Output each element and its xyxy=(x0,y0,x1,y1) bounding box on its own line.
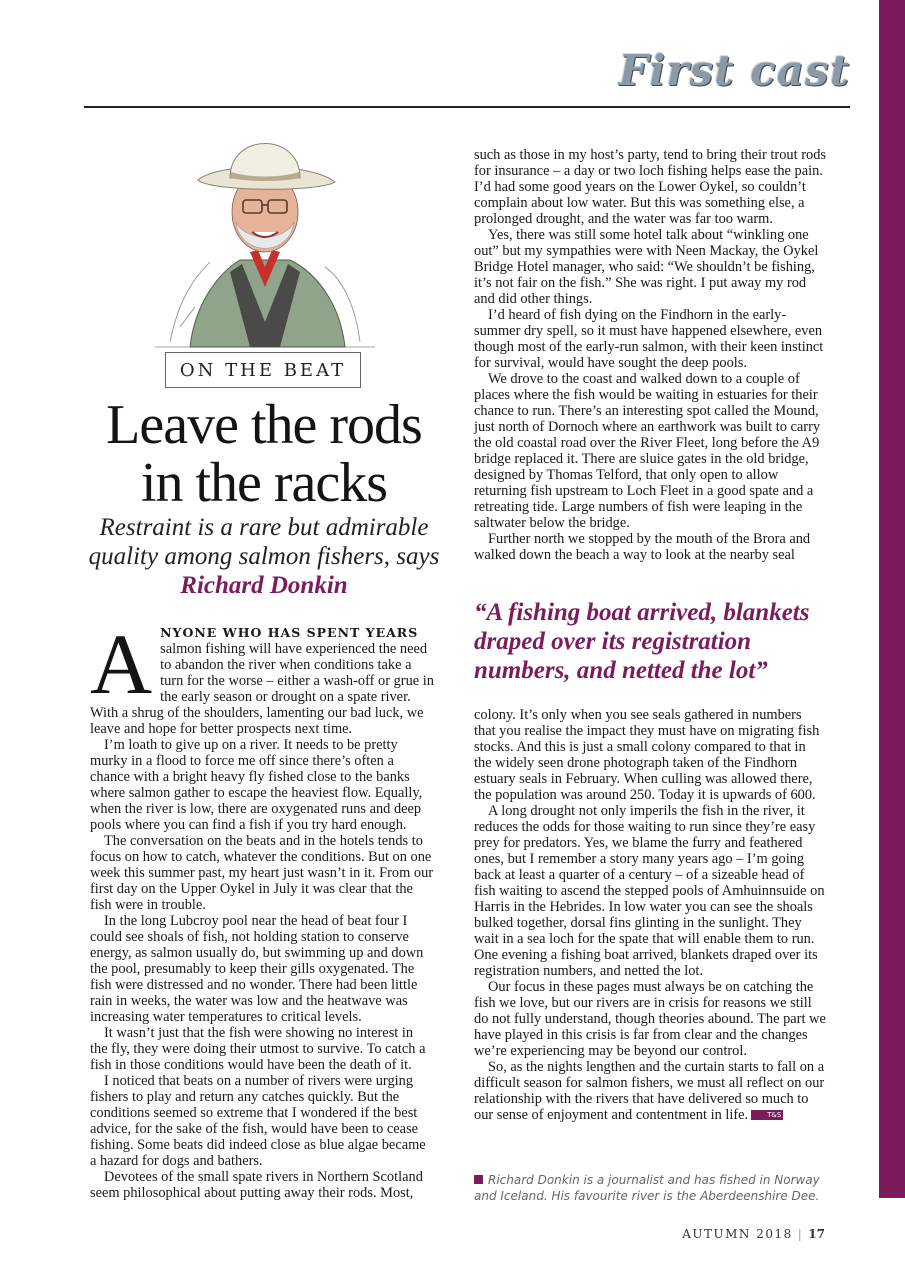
body-paragraph: In the long Lubcroy pool near the head of beat four I could see shoals of fish, not holding station to conserve energy, as salmon usually do, but swimming up and down the pool, presumably to keep their gills oxygenated. The fish were distressed and no wonder. There had been little rain in weeks, the water was low and the heatwave was increasing water temperatures to critical levels. xyxy=(90,913,424,1025)
lead-in-caps: NYONE WHO HAS SPENT YEARS xyxy=(160,625,419,640)
body-paragraph xyxy=(474,1059,826,1123)
hat-crown-shape xyxy=(230,144,300,179)
body-paragraph: I noticed that beats on a number of rivers were urging fishers to play and return any catches quickly. But the conditions seemed so extreme that I wondered if the best advice, for the sake of the fish, would have been to cease fishing. Some beats did indeed close as blue algae became a hazard for dogs and bathers. xyxy=(90,1073,426,1169)
magazine-edge-bar xyxy=(879,0,905,1198)
headline-line-1: Leave the rods xyxy=(106,394,422,456)
folio xyxy=(682,1227,825,1241)
body-paragraph: I’m loath to give up on a river. It needs to be pretty murky in a flood to force me off since there’s often a chance with a bright heavy fly fished close to the banks where salmon gather to escape the heaviest flow. Equally, when the river is low, there are oxygenated runs and deep pools where you can find a fish if you try hard enough. xyxy=(90,737,423,833)
end-mark: T&S xyxy=(751,1110,783,1120)
headline xyxy=(84,396,444,512)
folio-divider: | xyxy=(797,1227,804,1241)
body-paragraph: Our focus in these pages must always be on catching the fish we love, but our rivers are in crisis for reasons we still do not fully understand, though theories abound. The part we have played in this crisis is far from clear and the changes we’re experiencing may be beyond our control. xyxy=(474,979,826,1059)
author-bio xyxy=(474,1172,826,1204)
body-paragraph: such as those in my host’s party, tend to bring their trout rods for insurance – a day or two loch fishing helps ease the pain. I’d had some good years on the Lower Oykel, so couldn’t complain about low water. But this was something else, a prolonged drought, and the water was far too warm. xyxy=(474,147,826,227)
bio-square-icon xyxy=(474,1175,483,1184)
body-paragraph: A long drought not only imperils the fish in the river, it reduces the odds for those waiting to run since they’re easy prey for predators. Yes, we blame the furry and feathered ones, but I remember a story many years ago – I’m going back at least a quarter of a century – of a sizeable head of fish waiting to ascend the stepped pools of Amhuinnsuide on Harris in the Hebrides. In low water you can see the shoals bulked together, dorsal fins glinting in the sunlight. They wait in a sea loch for the spate that will enable them to run. One evening a fishing boat arrived, blankets draped over its registration numbers, and netted the lot. xyxy=(474,803,825,979)
standfirst xyxy=(84,513,444,600)
body-paragraph: Yes, there was still some hotel talk about “winkling one out” but my sympathies were with Neen Mackay, the Oykel Bridge Hotel manager, who said: “We shouldn’t be fishing, it’s not fair on the fish.” She was right. I put away my rod and did other things. xyxy=(474,227,819,307)
pull-quote: “A fishing boat arrived, blankets draped over its registration numbers, and netted the lot” xyxy=(474,599,810,684)
body-paragraph: I’d heard of fish dying on the Findhorn in the early-summer dry spell, so it must have happened elsewhere, even though most of the early-run salmon, with their keen instinct for survival, would have sought the deep pools. xyxy=(474,307,824,371)
page-number: 17 xyxy=(808,1227,825,1241)
body-paragraph: We drove to the coast and walked down to a couple of places where the fish would be waiting in estuaries for their chance to run. There’s an interesting spot called the Mound, just north of Dornoch where an earthwork was built to carry the old coastal road over the River Fleet, long before the A9 bridge replaced it. There are sluice gates in the old bridge, designed by Thomas Telford, that only open to allow returning fish upstream to Loch Fleet in a good spate and a retreating tide. Large numbers of fish were leaping in the saltwater below the bridge. xyxy=(474,371,821,531)
column-label-box xyxy=(165,352,361,388)
body-paragraph: Devotees of the small spate rivers in Northern Scotland seem philosophical about putting away their rods. Most, xyxy=(90,1169,423,1201)
body-paragraph: colony. It’s only when you see seals gathered in numbers that you realise the impact they must have on migrating fish stocks. And this is just a small colony compared to that in the widely seen drone photograph taken of the Findhorn estuary seals in February. When culling was allowed there, the population was around 250. Today it is upwards of 600. xyxy=(474,707,820,803)
body-paragraph: Further north we stopped by the mouth of the Brora and walked down the beach a way to look at the nearby seal xyxy=(474,531,811,563)
column-label: ON THE BEAT xyxy=(179,359,347,381)
body-column-left xyxy=(90,616,434,1201)
paragraph-text: salmon fishing will have experienced the need to abandon the river when conditions take a turn for the worse – either a wash-off or grue in the early season or drought on a spate river. With a shrug of the shoulders, lamenting our bad luck, we leave and hope for better prospects next time. xyxy=(90,641,434,737)
body-paragraph: It wasn’t just that the fish were showing no interest in the fly, they were doing their utmost to survive. To catch a fish in those conditions would have been the death of it. xyxy=(90,1025,426,1073)
section-title: First cast xyxy=(618,46,850,95)
issue-label: AUTUMN 2018 xyxy=(682,1227,793,1241)
body-column-right-bottom xyxy=(474,707,826,1123)
drop-cap: A xyxy=(90,616,153,712)
body-column-right-top xyxy=(474,147,826,563)
bio-text: Richard Donkin is a journalist and has fished in Norway and Iceland. His favourite river is the Aberdeenshire Dee. xyxy=(474,1173,820,1203)
standfirst-author: Richard Donkin xyxy=(180,572,348,599)
standfirst-text: Restraint is a rare but admirable quality among salmon fishers, says xyxy=(88,514,440,570)
author-portrait-illustration xyxy=(150,92,380,352)
body-paragraph xyxy=(90,616,434,737)
paragraph-text: So, as the nights lengthen and the curtain starts to fall on a difficult season for salmon fishers, we must all reflect on our relationship with the rivers that have delivered so much to our sense of enjoyment and contentment in life. xyxy=(474,1059,825,1123)
body-paragraph: The conversation on the beats and in the hotels tends to focus on how to catch, whatever the conditions. But on one week this summer past, my heart just wasn’t in it. From our first day on the Upper Oykel in July it was clear that the fish were in trouble. xyxy=(90,833,434,913)
headline-line-2: in the racks xyxy=(140,452,388,514)
